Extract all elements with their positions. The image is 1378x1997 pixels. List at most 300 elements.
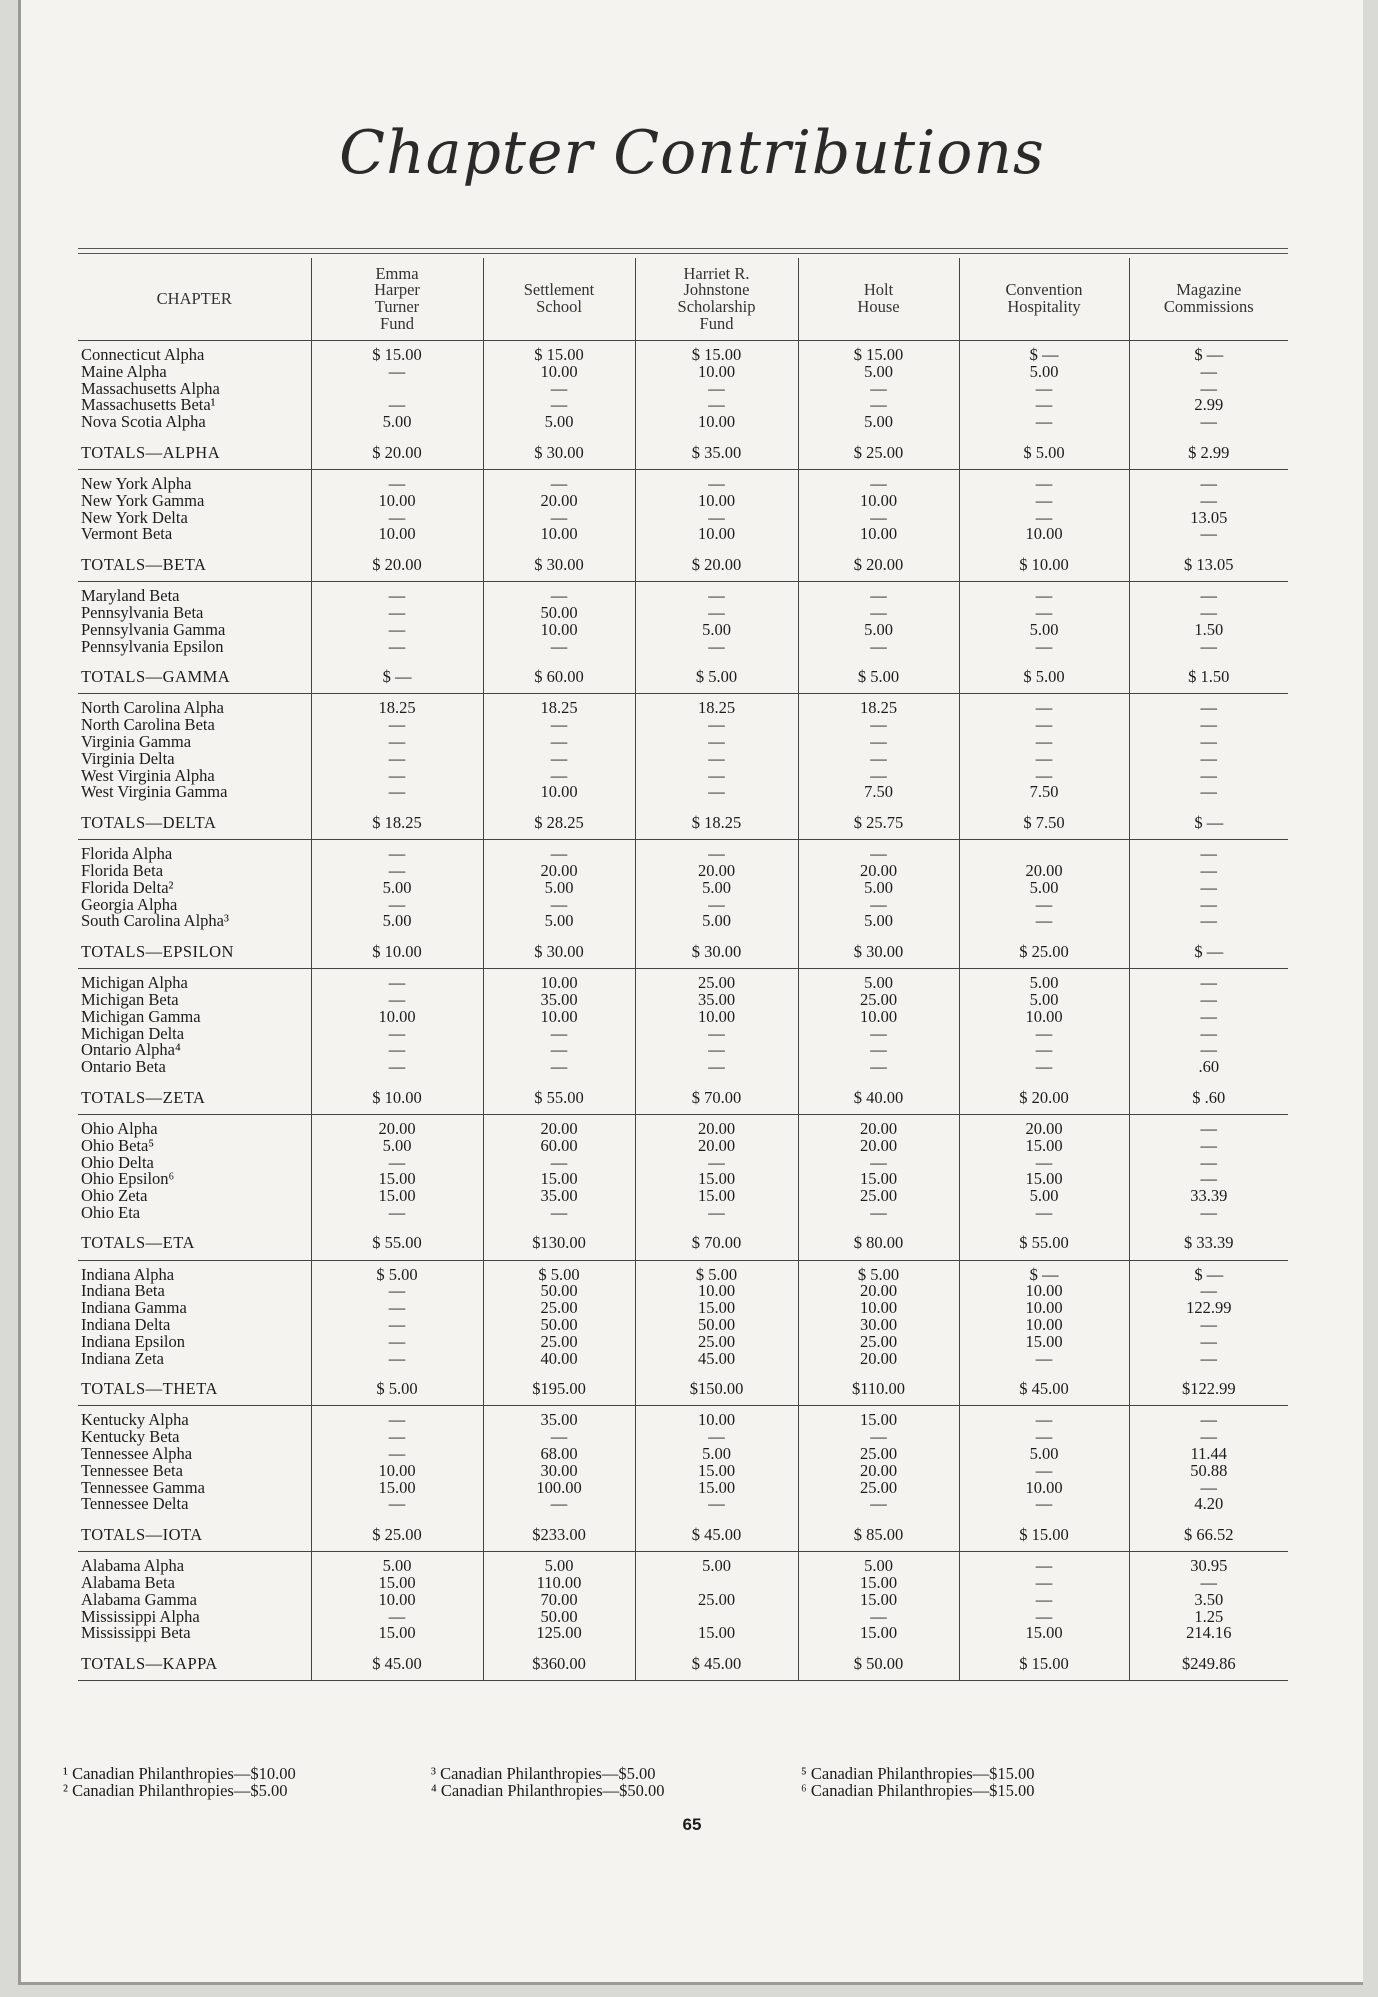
contribution-value: — (1035, 748, 1053, 768)
contribution-value: 18.25 (540, 698, 578, 718)
contribution-values-cell (635, 1406, 798, 1519)
contribution-values-cell (311, 1260, 483, 1373)
totals-label: TOTALS—IOTA (78, 1519, 311, 1552)
contribution-values-cell (311, 341, 483, 437)
contribution-values-cell (798, 469, 959, 549)
contribution-value: 15.00 (859, 1589, 898, 1609)
header-magazine-commissions: Magazine Commissions (1129, 258, 1288, 341)
contribution-value: — (870, 1494, 887, 1514)
chapter-name: Virginia Gamma (81, 731, 192, 751)
contribution-value: 30.95 (1190, 1556, 1228, 1576)
contribution-value: — (388, 1281, 406, 1301)
contribution-value: 18.25 (378, 698, 416, 718)
contribution-value: — (550, 731, 568, 751)
contribution-value: 25.00 (697, 1331, 736, 1351)
contribution-value: 25.00 (540, 1331, 578, 1351)
totals-row (78, 1648, 1288, 1681)
chapter-name: Ohio Epsilon⁶ (81, 1169, 175, 1189)
contribution-value: 50.00 (697, 1315, 736, 1335)
chapter-group-row (78, 1406, 1288, 1519)
totals-label: TOTALS—ALPHA (78, 437, 311, 470)
contribution-value: — (1200, 844, 1217, 864)
total-value: $ 20.00 (635, 549, 798, 582)
chapter-name: Florida Delta² (81, 877, 174, 897)
total-value: $ 5.00 (798, 661, 959, 694)
contribution-values-cell (959, 1552, 1129, 1648)
contribution-values-cell (1129, 341, 1288, 437)
contribution-value: — (708, 395, 725, 415)
contribution-values-cell (635, 341, 798, 437)
contribution-values-cell (635, 969, 798, 1082)
contribution-value: 15.00 (540, 1169, 578, 1189)
contribution-value: 10.00 (859, 1006, 898, 1026)
total-value: $ 1.50 (1129, 661, 1288, 694)
total-value: $ 18.25 (311, 807, 483, 840)
chapter-name: Tennessee Delta (81, 1494, 189, 1514)
chapter-name: New York Gamma (81, 490, 205, 510)
contribution-value: 10.00 (859, 524, 898, 544)
contribution-value: 5.00 (702, 911, 731, 931)
contribution-value: — (388, 507, 406, 527)
contribution-value: $ — (1029, 1264, 1059, 1284)
total-value: $ 18.25 (635, 807, 798, 840)
contribution-values-cell (1129, 1114, 1288, 1227)
contribution-values-cell (483, 1552, 635, 1648)
chapter-name: Tennessee Gamma (81, 1477, 205, 1497)
contribution-value: 5.00 (544, 1556, 574, 1576)
contribution-value: 20.00 (540, 860, 578, 880)
contribution-value: 25.00 (859, 1186, 898, 1206)
footnotes-col-1 (63, 1765, 296, 1799)
chapter-group-row (78, 1114, 1288, 1227)
contribution-value: — (1200, 860, 1217, 880)
contribution-value: 50.00 (540, 1315, 578, 1335)
contribution-value: — (870, 1152, 887, 1172)
contribution-value: — (1035, 715, 1053, 735)
contribution-value: — (708, 586, 725, 606)
contribution-value: 20.00 (378, 1118, 416, 1138)
contribution-value: — (388, 473, 406, 493)
contribution-values-cell (798, 1114, 959, 1227)
contribution-value: $ 15.00 (534, 345, 584, 364)
totals-label: TOTALS—ETA (78, 1228, 311, 1261)
contribution-value: 10.00 (378, 1006, 416, 1026)
contribution-value: — (1200, 989, 1217, 1009)
header-johnstone-scholarship-fund: Harriet R. Johnstone Scholarship Fund (635, 258, 798, 341)
total-value: $ 5.00 (959, 437, 1129, 470)
contribution-value: — (870, 395, 887, 415)
contribution-value: — (388, 782, 406, 802)
contribution-value: 10.00 (378, 1589, 416, 1609)
contribution-value: 60.00 (540, 1135, 578, 1155)
contribution-value: 15.00 (1025, 1623, 1063, 1643)
contribution-value: — (1035, 636, 1053, 656)
contribution-values-cell (1129, 469, 1288, 549)
contribution-value: — (550, 1152, 568, 1172)
chapter-name: Ohio Beta⁵ (81, 1135, 155, 1155)
chapter-name: Michigan Alpha (81, 973, 188, 993)
contribution-value: — (1200, 765, 1217, 785)
contribution-value: — (1200, 1410, 1217, 1430)
contribution-value: — (1200, 894, 1217, 914)
contribution-value: — (388, 586, 406, 606)
contribution-value: 20.00 (859, 1348, 898, 1368)
contribution-value: 20.00 (859, 1118, 898, 1138)
chapter-name: Mississippi Alpha (81, 1606, 200, 1626)
contribution-value: 5.00 (864, 911, 893, 931)
total-value: $ 7.50 (959, 807, 1129, 840)
contribution-values-cell (798, 1406, 959, 1519)
contribution-values-cell (483, 469, 635, 549)
contribution-value: 25.00 (859, 989, 898, 1009)
contribution-value: 25.00 (859, 1331, 898, 1351)
contribution-value: — (550, 1202, 568, 1222)
footnotes-col-2 (431, 1765, 665, 1799)
contribution-value: — (1200, 1023, 1217, 1043)
contribution-value: — (1035, 1410, 1053, 1430)
contribution-value: 15.00 (1025, 1331, 1063, 1351)
contribution-value: 40.00 (540, 1348, 578, 1368)
total-value: $ — (1129, 807, 1288, 840)
contribution-value: — (1200, 1040, 1217, 1060)
chapter-name: New York Alpha (81, 473, 192, 493)
total-value: $ 30.00 (483, 549, 635, 582)
page-title: Chapter Contributions (339, 118, 1045, 188)
total-value: $ 5.00 (635, 661, 798, 694)
totals-row (78, 936, 1288, 969)
contribution-value: 1.50 (1194, 619, 1224, 639)
footnote-1: ¹ Canadian Philanthropies—$10.00 (63, 1764, 296, 1783)
chapter-name: Maine Alpha (81, 361, 167, 381)
contribution-value: — (1035, 1494, 1053, 1514)
contribution-value: 5.00 (382, 1556, 412, 1576)
footnotes-col-3 (801, 1765, 1035, 1799)
contribution-value: 7.50 (1029, 782, 1059, 802)
contribution-value: 10.00 (378, 490, 416, 510)
total-value: $ 5.00 (311, 1373, 483, 1406)
contribution-value: — (708, 731, 725, 751)
total-value: $ 60.00 (483, 661, 635, 694)
contribution-values-cell (483, 341, 635, 437)
contribution-value: — (708, 844, 725, 864)
chapter-name: West Virginia Gamma (81, 782, 228, 802)
chapter-names-cell (78, 1114, 311, 1227)
total-value: $ 33.39 (1129, 1228, 1288, 1261)
contribution-values-cell (959, 582, 1129, 662)
contribution-value: 10.00 (1025, 1298, 1063, 1318)
contribution-value: 10.00 (697, 1410, 736, 1430)
contribution-value: — (870, 1040, 887, 1060)
contribution-value: — (388, 602, 406, 622)
contribution-value: 10.00 (697, 1006, 736, 1026)
contribution-value: 5.00 (702, 1444, 731, 1464)
contribution-values-cell (1129, 1406, 1288, 1519)
contribution-value: — (708, 1202, 725, 1222)
total-value: $ 10.00 (311, 1082, 483, 1115)
contribution-value: 15.00 (378, 1573, 416, 1593)
contribution-value: — (1035, 698, 1053, 718)
contribution-value: — (1035, 1460, 1053, 1480)
contribution-value: — (1200, 1281, 1217, 1301)
chapter-name: New York Delta (81, 507, 188, 527)
total-value: $ 55.00 (959, 1228, 1129, 1261)
chapter-name: Massachusetts Beta¹ (81, 395, 216, 415)
contribution-value: — (1200, 1169, 1217, 1189)
totals-row (78, 661, 1288, 694)
totals-label: TOTALS—THETA (78, 1373, 311, 1406)
contribution-values-cell (1129, 582, 1288, 662)
contribution-value: 7.50 (864, 782, 893, 802)
total-value: $ 80.00 (798, 1228, 959, 1261)
contribution-values-cell (635, 1552, 798, 1648)
contribution-value: 10.00 (540, 524, 578, 544)
contribution-value: 10.00 (1025, 1315, 1063, 1335)
contribution-value: 50.88 (1190, 1460, 1228, 1480)
contribution-value: 10.00 (859, 1298, 898, 1318)
contribution-value: 5.00 (702, 1556, 731, 1576)
total-value: $ 30.00 (635, 936, 798, 969)
totals-label: TOTALS—EPSILON (78, 936, 311, 969)
contribution-value: 15.00 (859, 1410, 898, 1430)
contribution-value: 5.00 (382, 877, 412, 897)
top-rule (78, 248, 1288, 249)
contribution-value: — (1200, 782, 1217, 802)
total-value: $ 50.00 (798, 1648, 959, 1681)
contribution-value: 20.00 (859, 1460, 898, 1480)
contribution-value: — (1200, 602, 1217, 622)
contribution-value: 13.05 (1190, 507, 1228, 527)
header-holt-house: Holt House (798, 258, 959, 341)
contribution-value: — (388, 1152, 406, 1172)
chapter-name: Vermont Beta (81, 524, 173, 544)
contribution-value: 35.00 (697, 989, 736, 1009)
chapter-name: Georgia Alpha (81, 894, 178, 914)
chapter-name: Pennsylvania Epsilon (81, 636, 224, 656)
contribution-value: 45.00 (697, 1348, 736, 1368)
contribution-value: — (1035, 1202, 1053, 1222)
total-value: $195.00 (483, 1373, 635, 1406)
contribution-value: — (388, 1298, 406, 1318)
contribution-value: 15.00 (1025, 1135, 1063, 1155)
chapter-name: Michigan Beta (81, 989, 179, 1009)
contribution-value: — (708, 1057, 725, 1077)
contribution-values-cell (483, 582, 635, 662)
total-value: $ 15.00 (959, 1519, 1129, 1552)
total-value: $360.00 (483, 1648, 635, 1681)
chapter-group-row (78, 469, 1288, 549)
total-value: $ 45.00 (311, 1648, 483, 1681)
contribution-value: 15.00 (697, 1477, 736, 1497)
footnote-6: ⁶ Canadian Philanthropies—$15.00 (801, 1781, 1035, 1800)
contribution-value: 5.00 (544, 412, 574, 432)
contribution-value: — (550, 1057, 568, 1077)
contribution-value: — (870, 715, 887, 735)
contribution-values-cell (1129, 969, 1288, 1082)
total-value: $ 25.00 (311, 1519, 483, 1552)
total-value: $ 30.00 (798, 936, 959, 969)
total-value: $ 55.00 (311, 1228, 483, 1261)
contribution-values-cell (311, 694, 483, 807)
chapter-name: Indiana Beta (81, 1281, 165, 1301)
total-value: $ 15.00 (959, 1648, 1129, 1681)
contribution-value: 20.00 (859, 1281, 898, 1301)
total-value: $ — (1129, 936, 1288, 969)
contribution-value: — (1200, 1573, 1217, 1593)
chapter-name: Florida Beta (81, 860, 164, 880)
total-value: $ 20.00 (798, 549, 959, 582)
contribution-value: 5.00 (382, 1135, 412, 1155)
contribution-value: — (388, 765, 406, 785)
total-value: $ 2.99 (1129, 437, 1288, 470)
header-chapter: CHAPTER (78, 258, 311, 341)
contribution-value: $ — (1029, 345, 1059, 364)
contribution-value: — (388, 731, 406, 751)
contribution-values-cell (959, 1114, 1129, 1227)
total-value: $ 85.00 (798, 1519, 959, 1552)
contribution-values-cell (311, 1406, 483, 1519)
chapter-name: North Carolina Alpha (81, 698, 224, 718)
chapter-name: Connecticut Alpha (81, 345, 205, 364)
contribution-value: 5.00 (702, 619, 731, 639)
contribution-value: — (388, 1410, 406, 1430)
contribution-value: 15.00 (697, 1169, 736, 1189)
totals-row (78, 1082, 1288, 1115)
chapter-group-row (78, 694, 1288, 807)
contribution-value: 10.00 (697, 412, 736, 432)
contribution-value: 30.00 (540, 1460, 578, 1480)
contribution-value: 18.25 (697, 698, 736, 718)
contribution-value: — (1200, 1006, 1217, 1026)
contribution-value: — (1200, 378, 1217, 398)
contribution-value: — (1200, 361, 1217, 381)
contribution-value: — (1035, 602, 1053, 622)
contribution-value: — (1035, 586, 1053, 606)
contribution-value: 5.00 (544, 911, 574, 931)
contribution-value: — (388, 1348, 406, 1368)
chapter-names-cell (78, 969, 311, 1082)
contribution-value: 20.00 (697, 1135, 736, 1155)
contribution-value: 5.00 (1029, 619, 1059, 639)
contribution-values-cell (635, 582, 798, 662)
contribution-values-cell (798, 1260, 959, 1373)
contribution-value: — (870, 731, 887, 751)
totals-row (78, 437, 1288, 470)
contribution-value: — (870, 1023, 887, 1043)
contribution-value: — (1035, 911, 1053, 931)
total-value: $ 45.00 (635, 1648, 798, 1681)
contribution-value: 5.00 (1029, 1444, 1059, 1464)
contribution-value: — (388, 989, 406, 1009)
contribution-value: 33.39 (1190, 1186, 1228, 1206)
contribution-value: 5.00 (864, 877, 893, 897)
contribution-value: — (1035, 1040, 1053, 1060)
contribution-value: $ 15.00 (691, 345, 742, 364)
chapter-name: West Virginia Alpha (81, 765, 215, 785)
contribution-value: 70.00 (540, 1589, 578, 1609)
top-rule-2 (78, 253, 1288, 254)
chapter-name: Nova Scotia Alpha (81, 412, 206, 432)
contribution-value: 10.00 (540, 782, 578, 802)
contribution-value: — (388, 395, 406, 415)
contribution-value: — (388, 1315, 406, 1335)
contribution-values-cell (311, 1552, 483, 1648)
contribution-value: 20.00 (540, 1118, 578, 1138)
total-value: $ 20.00 (311, 549, 483, 582)
contribution-value: 15.00 (859, 1623, 898, 1643)
chapter-name: Alabama Alpha (81, 1556, 185, 1576)
contribution-value: 35.00 (540, 1186, 578, 1206)
contribution-value: 68.00 (540, 1444, 578, 1464)
chapter-name: Alabama Beta (81, 1573, 175, 1593)
contribution-value: $ 5.00 (695, 1264, 738, 1284)
chapter-group-row (78, 840, 1288, 936)
contribution-value: 30.00 (859, 1315, 898, 1335)
chapter-name: Kentucky Beta (81, 1427, 180, 1447)
chapter-names-cell (78, 1552, 311, 1648)
total-value: $ 45.00 (635, 1519, 798, 1552)
contribution-value: — (1200, 1427, 1217, 1447)
contribution-value: — (1200, 490, 1217, 510)
contribution-value: — (708, 378, 725, 398)
contribution-values-cell (1129, 1552, 1288, 1648)
contribution-value: 10.00 (378, 1460, 416, 1480)
contribution-value: 35.00 (540, 1410, 578, 1430)
chapter-name: Pennsylvania Beta (81, 602, 204, 622)
contribution-values-cell (1129, 1260, 1288, 1373)
contribution-value: — (1200, 1348, 1217, 1368)
contribution-value: 5.00 (1029, 877, 1059, 897)
contribution-value: — (870, 586, 887, 606)
contribution-values-cell (1129, 840, 1288, 936)
chapter-name: Pennsylvania Gamma (81, 619, 226, 639)
contribution-value: — (1200, 877, 1217, 897)
contribution-values-cell (798, 969, 959, 1082)
contribution-value: — (550, 894, 568, 914)
contribution-value: — (1035, 507, 1053, 527)
contribution-value: — (388, 619, 406, 639)
contribution-value: 15.00 (697, 1623, 736, 1643)
contribution-value: $ 15.00 (372, 345, 422, 364)
chapter-name: Kentucky Alpha (81, 1410, 189, 1430)
contribution-value: — (388, 1427, 406, 1447)
contribution-value: 35.00 (540, 989, 578, 1009)
total-value: $ 10.00 (311, 936, 483, 969)
contribution-value: — (550, 395, 568, 415)
header-emma-harper-turner-fund: Emma Harper Turner Fund (311, 258, 483, 341)
contribution-value: 15.00 (378, 1169, 416, 1189)
contribution-value: 10.00 (697, 361, 736, 381)
contribution-value: 5.00 (382, 911, 412, 931)
chapter-name: Mississippi Beta (81, 1623, 191, 1643)
contribution-value: — (388, 636, 406, 656)
totals-row (78, 1228, 1288, 1261)
contribution-value: — (1200, 1202, 1217, 1222)
chapter-group-row (78, 1260, 1288, 1373)
contribution-value: 20.00 (697, 860, 736, 880)
contribution-value: — (1200, 473, 1217, 493)
contribution-value: 50.00 (540, 1606, 578, 1626)
contribution-value: 10.00 (540, 1006, 578, 1026)
totals-label: TOTALS—DELTA (78, 807, 311, 840)
contribution-value: 5.00 (544, 877, 574, 897)
contribution-value: .60 (1198, 1057, 1220, 1077)
contribution-value: — (1200, 698, 1217, 718)
chapter-name: Florida Alpha (81, 844, 173, 864)
contribution-value: 20.00 (1025, 1118, 1063, 1138)
contribution-values-cell (959, 1260, 1129, 1373)
header-row (78, 258, 1288, 341)
totals-label: TOTALS—GAMMA (78, 661, 311, 694)
